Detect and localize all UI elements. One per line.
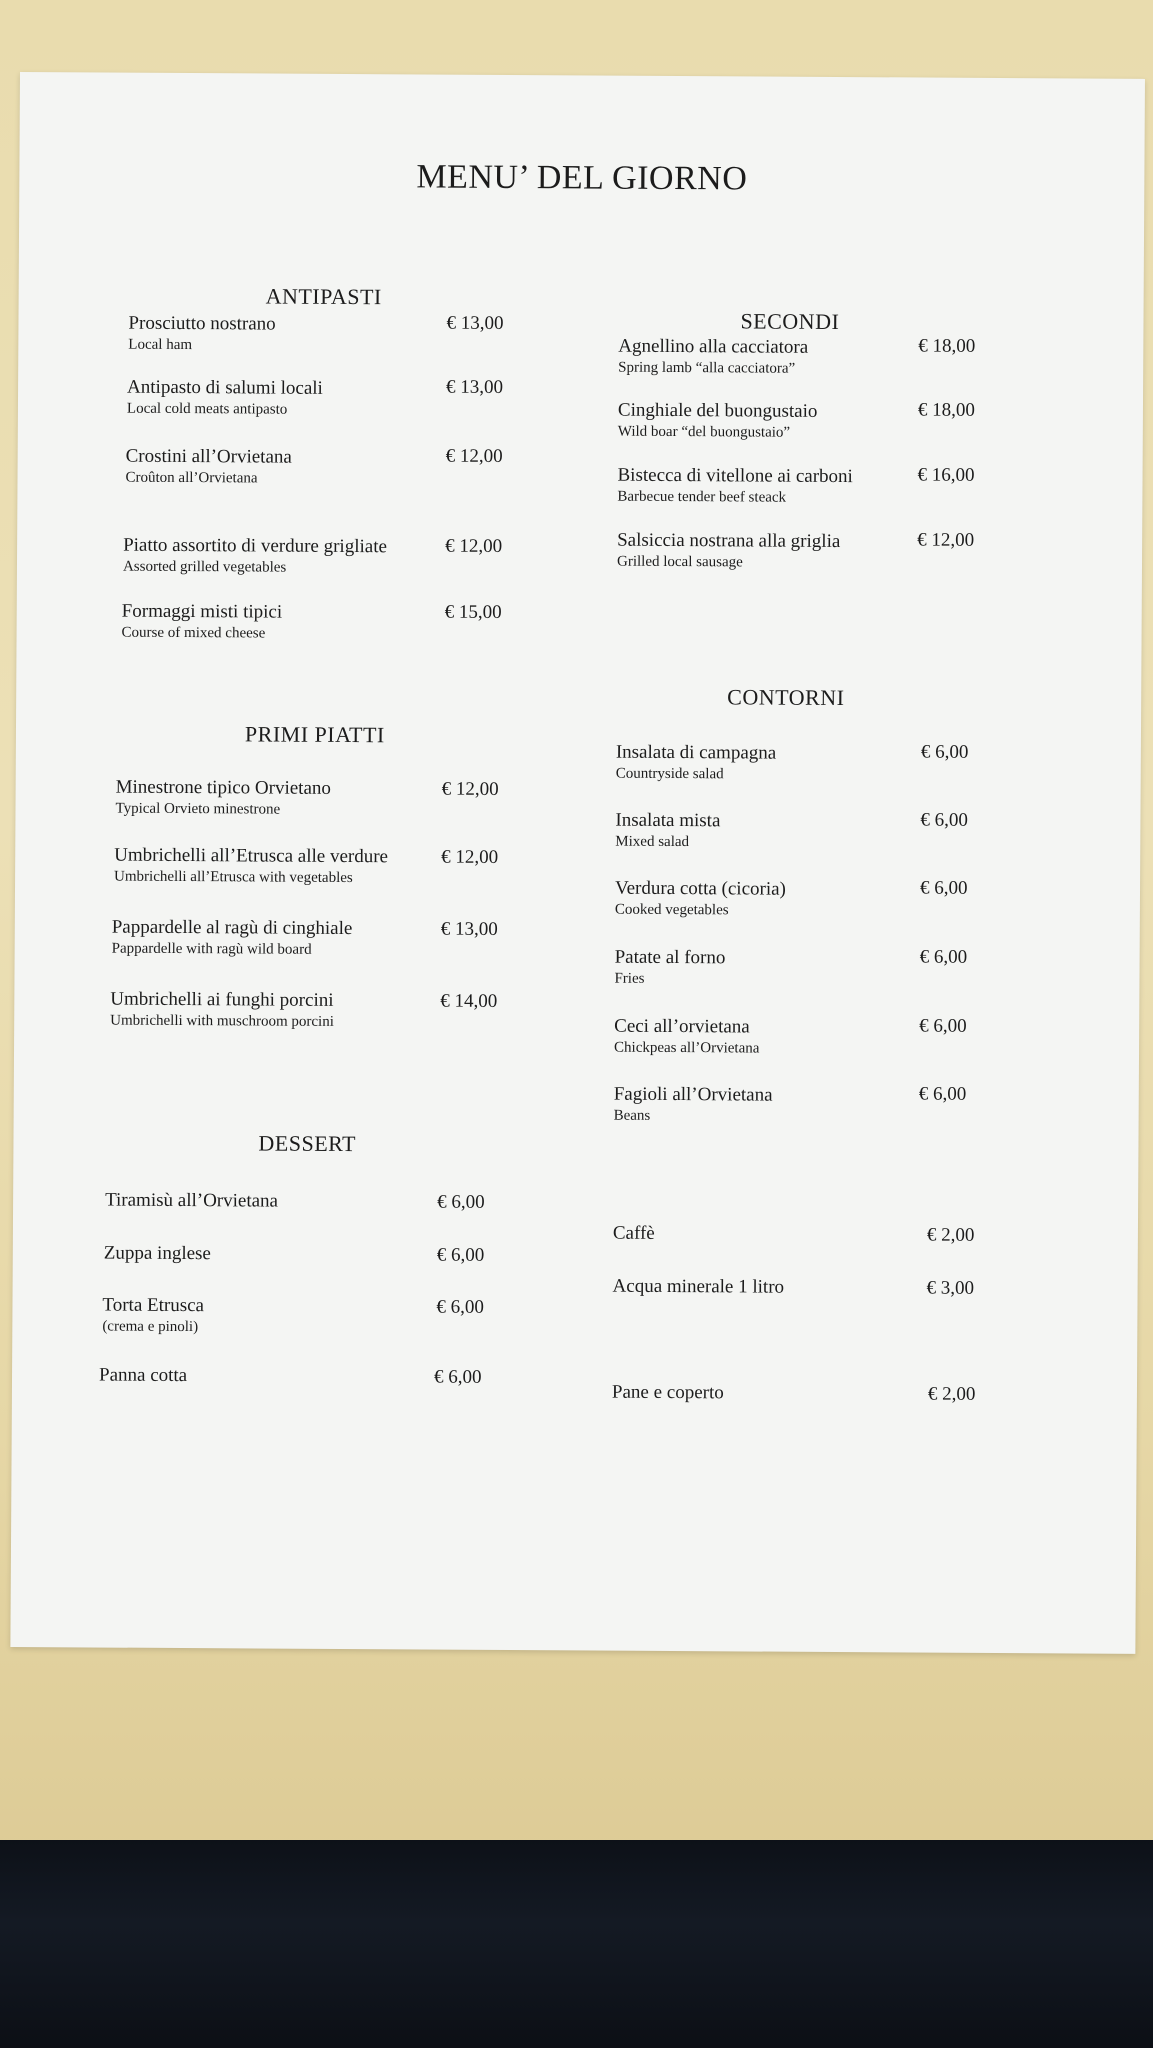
item-price: € 6,00: [437, 1191, 485, 1213]
item-description: Barbecue tender beef steack: [617, 488, 787, 506]
item-price: € 12,00: [445, 535, 503, 557]
item-name: Antipasto di salumi locali: [127, 376, 323, 399]
item-description: (crema e pinoli): [102, 1318, 199, 1336]
item-price: € 18,00: [917, 399, 976, 421]
menu-item: [612, 1382, 724, 1405]
section-heading-contorni: CONTORNI: [727, 684, 845, 711]
item-name: Bistecca di vitellone ai carboni: [617, 464, 853, 488]
menu-item: [613, 1276, 785, 1299]
menu-item: [112, 917, 353, 959]
item-price: € 6,00: [919, 1015, 967, 1037]
item-description: Fries: [614, 970, 645, 987]
menu-item: [99, 1365, 187, 1388]
menu-item: [128, 313, 275, 355]
item-name: Torta Etrusca: [102, 1294, 205, 1317]
item-description: Course of mixed cheese: [121, 624, 266, 642]
menu-sheet: [10, 72, 1145, 1654]
item-price: € 13,00: [440, 918, 498, 940]
menu-item: [616, 742, 777, 784]
menu-item: [614, 1016, 760, 1058]
item-name: Verdura cotta (cicoria): [614, 877, 786, 900]
item-name: Patate al forno: [614, 946, 726, 969]
item-description: Cooked vegetables: [614, 901, 729, 919]
item-name: Umbrichelli all’Etrusca alle verdure: [114, 844, 389, 868]
item-description: Local cold meats antipasto: [126, 400, 288, 418]
item-name: Minestrone tipico Orvietano: [115, 776, 331, 799]
section-heading-dessert: DESSERT: [258, 1130, 357, 1157]
item-description: Pappardelle with ragù wild board: [111, 940, 312, 958]
item-price: € 6,00: [436, 1244, 485, 1266]
item-description: Assorted grilled vegetables: [122, 558, 287, 576]
item-price: € 12,00: [441, 846, 499, 868]
item-price: € 2,00: [926, 1224, 975, 1246]
item-name: Insalata di campagna: [615, 741, 777, 764]
item-name: Piatto assortito di verdure grigliate: [123, 534, 388, 558]
item-price: € 3,00: [926, 1277, 975, 1299]
item-description: Wild boar “del buongustaio”: [617, 423, 791, 441]
item-price: € 6,00: [920, 741, 969, 763]
item-price: € 6,00: [919, 946, 968, 968]
item-name: Acqua minerale 1 litro: [612, 1275, 785, 1298]
item-name: Cinghiale del buongustaio: [617, 399, 818, 422]
item-description: Countryside salad: [615, 765, 724, 783]
item-price: € 13,00: [446, 312, 504, 334]
item-price: € 6,00: [919, 877, 968, 899]
menu-item: [615, 878, 786, 920]
item-name: Agnellino alla cacciatora: [618, 335, 809, 358]
item-description: Grilled local sausage: [616, 553, 743, 571]
menu-item: [618, 336, 808, 378]
item-price: € 13,00: [446, 376, 504, 398]
menu-item: [127, 377, 323, 419]
menu-item: [115, 777, 331, 819]
item-price: € 18,00: [918, 335, 976, 357]
menu-item: [105, 1190, 278, 1213]
item-name: Tiramisù all’Orvietana: [105, 1189, 279, 1212]
item-description: Umbrichelli with muschroom porcini: [110, 1012, 334, 1030]
item-description: Beans: [613, 1107, 651, 1124]
item-price: € 14,00: [440, 990, 498, 1012]
section-heading-secondi: SECONDI: [740, 308, 840, 335]
item-name: Crostini all’Orvietana: [125, 445, 292, 468]
menu-item: [615, 810, 720, 852]
menu-item: [110, 989, 334, 1031]
section-heading-antipasti: ANTIPASTI: [265, 283, 382, 310]
menu-item: [102, 1295, 204, 1337]
item-description: Typical Orvieto minestrone: [115, 800, 281, 818]
item-name: Caffè: [612, 1222, 655, 1244]
item-name: Formaggi misti tipici: [121, 600, 283, 623]
item-price: € 12,00: [917, 529, 975, 551]
item-price: € 6,00: [920, 809, 969, 831]
item-name: Zuppa inglese: [103, 1242, 211, 1265]
item-price: € 6,00: [436, 1296, 485, 1318]
item-name: Ceci all’orvietana: [614, 1015, 750, 1038]
menu-column-left: [20, 72, 560, 1388]
item-name: Umbrichelli ai funghi porcini: [110, 988, 334, 1011]
item-price: € 6,00: [433, 1366, 482, 1388]
menu-title: MENU’ DEL GIORNO: [416, 158, 748, 198]
item-name: Salsiccia nostrana alla griglia: [617, 529, 841, 553]
item-price: € 12,00: [445, 445, 503, 467]
item-price: € 15,00: [444, 601, 502, 623]
item-description: Umbrichelli all’Etrusca with vegetables: [114, 868, 353, 887]
menu-item: [122, 601, 283, 643]
menu-item: [614, 947, 725, 989]
item-description: Local ham: [128, 336, 193, 354]
menu-item: [617, 465, 853, 507]
menu-item: [125, 446, 291, 488]
item-name: Prosciutto nostrano: [128, 312, 276, 335]
menu-item: [104, 1243, 211, 1266]
item-price: € 12,00: [441, 778, 499, 800]
item-description: Mixed salad: [615, 833, 690, 851]
menu-item: [614, 1084, 773, 1126]
item-description: Spring lamb “alla cacciatora”: [618, 359, 796, 377]
item-name: Insalata mista: [615, 809, 721, 832]
tablecloth-dark-area: [0, 1840, 1153, 2048]
section-heading-primi-piatti: PRIMI PIATTI: [244, 721, 385, 748]
item-name: Fagioli all’Orvietana: [613, 1083, 773, 1106]
menu-item: [114, 845, 388, 888]
menu-item: [618, 400, 818, 442]
item-price: € 2,00: [927, 1383, 976, 1405]
item-name: Pane e coperto: [611, 1381, 724, 1404]
item-description: Croûton all’Orvietana: [125, 469, 258, 487]
menu-item: [617, 530, 840, 572]
item-name: Pappardelle al ragù di cinghiale: [111, 916, 353, 940]
item-price: € 6,00: [918, 1083, 967, 1105]
item-name: Panna cotta: [98, 1364, 188, 1387]
menu-item: [613, 1223, 655, 1245]
item-price: € 16,00: [917, 464, 975, 486]
item-description: Chickpeas all’Orvietana: [614, 1039, 760, 1057]
menu-item: [123, 535, 387, 578]
